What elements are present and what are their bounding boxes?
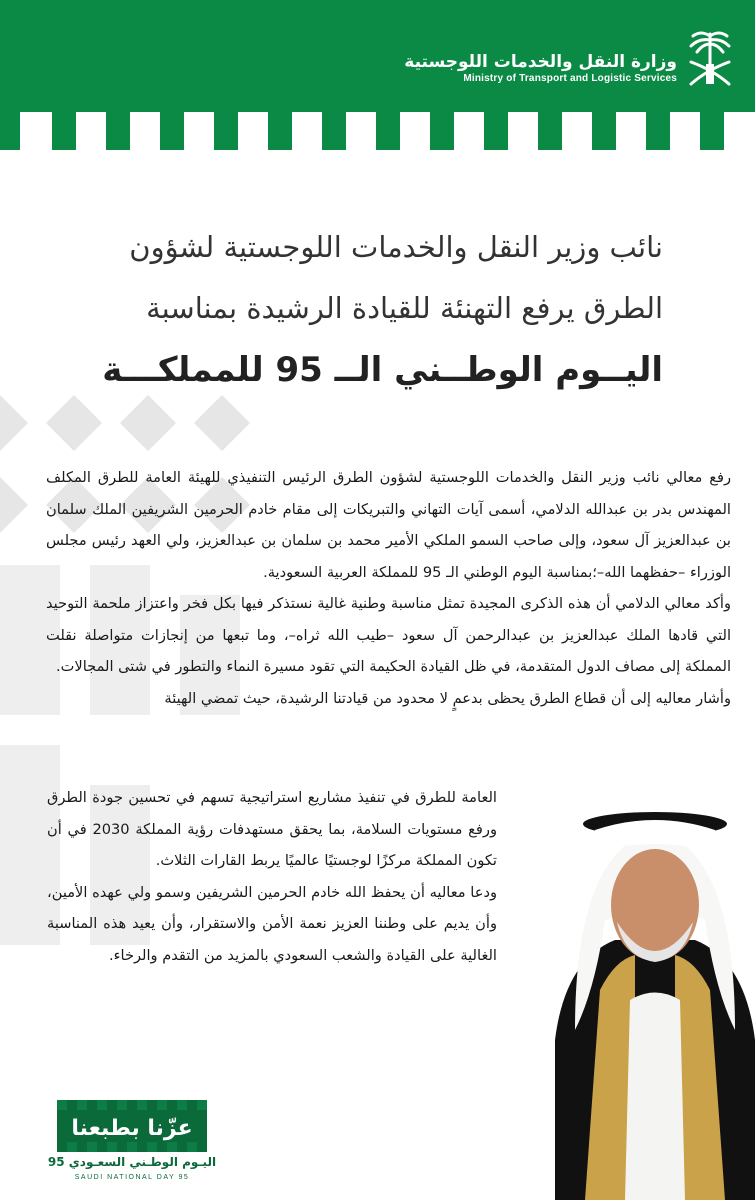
- headline-line-1: نائب وزير النقل والخدمات اللوجستية لشؤون: [129, 230, 663, 264]
- article-body-beside-photo: [47, 782, 497, 971]
- article-paragraph-3-continued: العامة للطرق في تنفيذ مشاريع استراتيجية تسهم في تحسين جودة الطرق ورفع مستويات السلامة، بما يحقق مستهدفات رؤية المملكة 2030 في أن تكون المملكة مركزًا لوجستيًا عالميًا يربط القارات الثلاث.: [47, 789, 497, 869]
- ministry-name-arabic: وزارة النقل والخدمات اللوجستية: [404, 52, 677, 72]
- official-portrait: [555, 790, 755, 1200]
- badge-slogan: عزّنا بطبعنا: [71, 1116, 193, 1141]
- article-paragraph-2: وأكد معالي الدلامي أن هذه الذكرى المجيدة تمثل مناسبة وطنية غالية نستذكر فيها بكل فخر واعتزاز ملحمة التوحيد التي قادها الملك عبدالعزيز بن عبدالرحمن آل سعود –طيب الله ثراه–، وما تبعها من إنجازات متواصلة نقلت المملكة إلى مصاف الدول المتقدمة، في ظل القيادة الحكيمة التي تقود مسيرة النماء والتطور في شتى المجالات.: [46, 595, 731, 675]
- article-paragraph-3-first-line: وأشار معاليه إلى أن قطاع الطرق يحظى بدعمٍ لا محدود من قيادتنا الرشيدة، حيث تمضي الهيئة: [164, 689, 731, 707]
- national-day-95-badge: [47, 1100, 217, 1182]
- article-paragraph-4: ودعا معاليه أن يحفظ الله خادم الحرمين الشريفين وسمو ولي عهده الأمين، وأن يديم على وطننا العزيز نعمة الأمن والاستقرار، وأن يعيد هذه المناسبة الغالية على القيادة والشعب السعودي بالمزيد من التقدم والرخاء.: [47, 883, 497, 964]
- headline-line-3: اليــوم الوطــني الــ 95 للمملكـــة: [102, 350, 663, 390]
- headline-line-2: الطرق يرفع التهنئة للقيادة الرشيدة بمناسبة: [146, 291, 663, 325]
- header-banner: [0, 0, 755, 150]
- badge-subtitle-english: SAUDI NATIONAL DAY 95: [74, 1174, 190, 1181]
- ministry-name-english: Ministry of Transport and Logistic Services: [463, 73, 677, 84]
- article-paragraph-1: رفع معالي نائب وزير النقل والخدمات اللوجستية لشؤون الطرق الرئيس التنفيذي للهيئة العامة للطرق المكلف المهندس بدر بن عبدالله الدلامي، أسمى آيات التهاني والتبريكات إلى مقام خادم الحرمين الشريفين الملك سلمان بن عبدالعزيز آل سعود، وإلى صاحب السمو الملكي الأمير محمد بن سلمان بن عبدالعزيز، ولي العهد رئيس مجلس الوزراء –حفظهما الله–؛بمناسبة اليوم الوطني الـ 95 للمملكة العربية السعودية.: [46, 469, 731, 581]
- palm-swords-emblem-icon: [683, 26, 737, 88]
- badge-subtitle-arabic: اليـوم الوطـني السعـودي 95: [47, 1155, 217, 1169]
- ministry-name: [404, 52, 677, 86]
- article-body-main: [46, 462, 731, 714]
